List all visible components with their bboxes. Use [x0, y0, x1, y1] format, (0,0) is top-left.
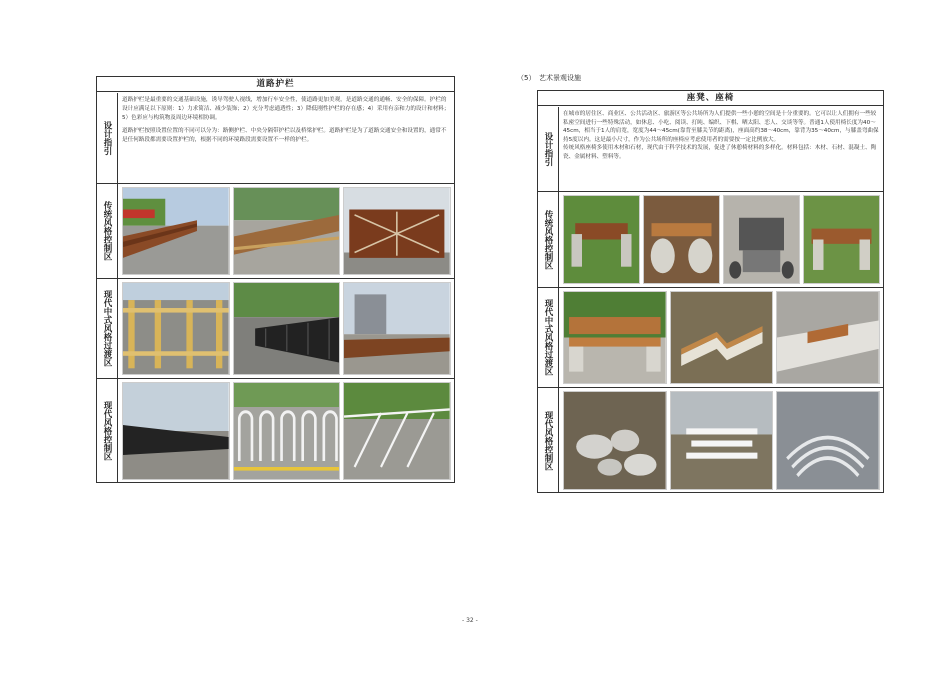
bench-modern-row [538, 388, 883, 493]
guardrail-guide-text [119, 93, 454, 183]
bench-traditional-label: 传统风格控制区 [543, 209, 553, 270]
bench-modern-label-cell [538, 388, 559, 493]
guardrail-guide-paragraph-2: 道路护栏按照设置位置的不同可以分为：路侧护栏、中央分隔带护栏以及桥梁护栏。道路护栏是为了道路交通安全和设置的，通常不是任何路段都需要设置护栏的，根据不同的环境路段需要设置不一样的护栏。 [122, 128, 447, 143]
guardrail-modern-label: 现代风格控制区 [102, 401, 112, 461]
guardrail-guide-row [97, 93, 454, 184]
photo-concrete-wood-seat [776, 291, 880, 384]
bench-title: 座凳、座椅 [538, 91, 883, 106]
guardrail-title: 道路护栏 [97, 77, 454, 92]
bench-transition-photos [560, 288, 883, 387]
photo-white-diagonal-rail [343, 382, 451, 480]
guardrail-traditional-label: 传统风格控制区 [102, 201, 112, 261]
bench-transition-label: 现代中式风格过渡区 [543, 299, 553, 376]
photo-wood-bench-stone-legs [563, 291, 667, 384]
photo-ornate-wood-fence [233, 187, 341, 275]
bench-traditional-row [538, 192, 883, 288]
guardrail-modern-row [97, 379, 454, 483]
bench-guide-label: 设计指引 [543, 132, 553, 166]
photo-white-hoop-railing [233, 382, 341, 480]
photo-lattice-wood-fence [343, 187, 451, 275]
guardrail-modern-photos [119, 379, 454, 483]
photo-white-layered-bench [670, 391, 774, 490]
bench-traditional-label-cell [538, 192, 559, 287]
section-heading: （5） 艺术景观设施 [517, 74, 581, 82]
photo-gold-metal-railing [122, 282, 230, 375]
guardrail-modern-label-cell [97, 379, 118, 483]
bench-panel [537, 90, 884, 493]
bench-modern-photos [560, 388, 883, 493]
photo-curved-metal-bench [776, 391, 880, 490]
guardrail-panel [96, 76, 455, 483]
bench-modern-label: 现代风格控制区 [543, 410, 553, 471]
bench-guide-label-cell [538, 107, 559, 191]
photo-black-iron-fence [122, 382, 230, 480]
bench-guide-text [560, 107, 883, 191]
guardrail-transition-photos [119, 279, 454, 378]
photo-dark-iron-median [233, 282, 341, 375]
bench-transition-row [538, 288, 883, 388]
bench-guide-paragraph-1: 在城市的居住区、商业区、公共活动区、旅游区等公共场所为人们提供一些小憩的空间是十分重要的。它可以让人们拥有一些较私密空间进行一些特殊活动，如休息、小吃、阅读、打盹、编织、下棋、晒太阳、恋人、交谈等等。普通1人使用椅长度为40～45cm，相当于1人的肩宽，宽度为44～45cm(靠背至膝关节的距离)，座面高约38～40cm，靠背为35～40cm，与膝盖弯曲保持5度以内。这是最小尺寸，作为公共场所的座椅应考虑使用者的需要按一定比例放大。 [563, 111, 879, 143]
photo-sculpted-stone-seats [563, 391, 667, 490]
photo-zigzag-wood-bench [670, 291, 774, 384]
guardrail-traditional-photos [119, 184, 454, 278]
page-number: - 32 - [462, 617, 478, 624]
bench-transition-label-cell [538, 288, 559, 387]
guardrail-guide-paragraph-1: 道路护栏是最重要的交通基础设施，诱导驾驶人视线，增加行车安全性，使道路更加美观，是道路交通的通畅、安全的保障。护栏的设计应满足以下原则：1）力求简洁、减少装饰；2）充分考虑通透性；3）降低刚性护栏的存在感；4）采用有亲和力的设计和材料；5）色彩应与构筑物及周边环境相协调。 [122, 97, 450, 121]
bench-guide-row [538, 107, 883, 192]
guardrail-traditional-row [97, 184, 454, 279]
guardrail-guide-label-cell [97, 93, 118, 183]
guardrail-transition-label-cell [97, 279, 118, 378]
guardrail-traditional-label-cell [97, 184, 118, 278]
photo-brown-rail-fence [343, 282, 451, 375]
guardrail-transition-label: 现代中式风格过渡区 [102, 290, 112, 367]
bench-guide-paragraph-2: 传统风格座椅多使用木材和石材，现代由于科学技术的发展，促进了休憩椅材料的多样化。材料包括：木材、石材、混凝土、陶瓷、金属材料、塑料等。 [563, 145, 877, 160]
guardrail-transition-row [97, 279, 454, 379]
photo-red-wood-railing [122, 187, 230, 275]
photo-carved-stone-seat [723, 195, 800, 284]
photo-stone-scroll-bench [643, 195, 720, 284]
photo-stone-wood-bench [803, 195, 880, 284]
bench-traditional-photos [560, 192, 883, 287]
photo-wood-stone-bench [563, 195, 640, 284]
guardrail-guide-label: 设计指引 [102, 121, 112, 155]
